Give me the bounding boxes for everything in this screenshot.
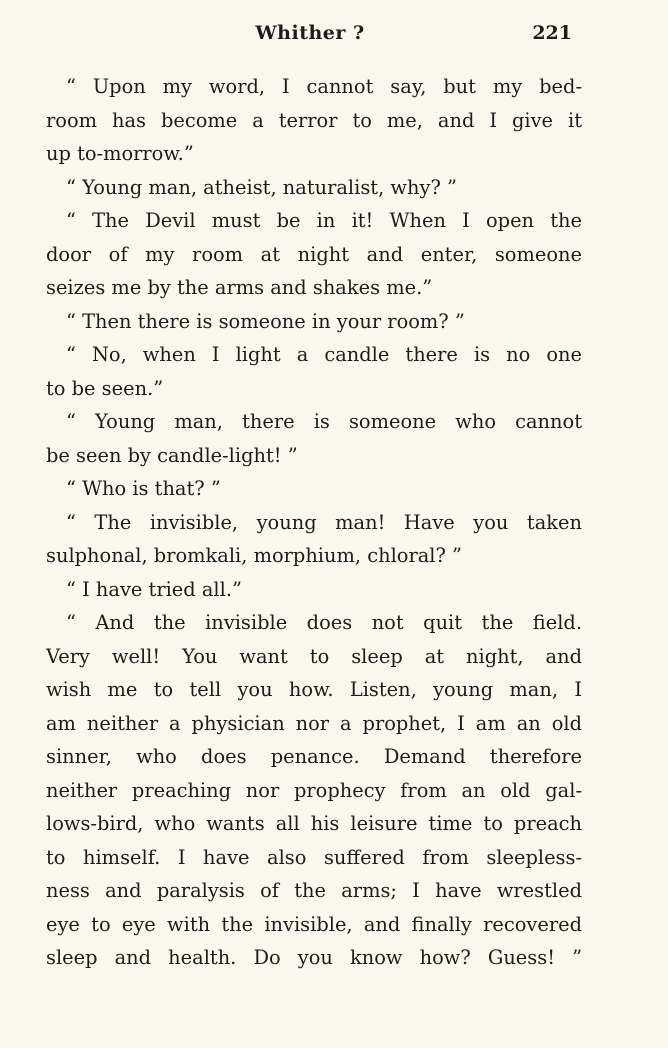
- text-line: am neither a physician nor a prophet, I am an old: [46, 711, 582, 735]
- text-line: be seen by candle-light! ”: [46, 443, 298, 467]
- text-line: “ Then there is someone in your room? ”: [66, 309, 465, 333]
- text-line: “ Upon my word, I cannot say, but my bed-: [66, 75, 582, 98]
- text-line: “ Young man, there is someone who cannot: [66, 410, 582, 433]
- text-line: up to-morrow.”: [46, 142, 194, 165]
- text-line: “ The invisible, young man! Have you taken: [66, 510, 582, 534]
- text-line: seizes me by the arms and shakes me.”: [46, 276, 433, 299]
- text-line: sulphonal, bromkali, morphium, chloral? ”: [46, 544, 462, 567]
- text-line: “ Young man, atheist, naturalist, why? ”: [66, 175, 457, 199]
- text-line: “ No, when I light a candle there is no one: [66, 343, 582, 366]
- text-line: eye to eye with the invisible, and finally recovered: [46, 912, 582, 936]
- text-line: room has become a terror to me, and I give it: [46, 108, 582, 132]
- text-line: to be seen.”: [46, 376, 164, 400]
- running-title: Whither ?: [255, 22, 365, 44]
- text-line: “ And the invisible does not quit the field.: [66, 611, 582, 634]
- text-line: door of my room at night and enter, someone: [46, 242, 582, 266]
- text-line: sinner, who does penance. Demand therefore: [46, 745, 582, 768]
- text-line: to himself. I have also suffered from sleepless-: [46, 845, 582, 869]
- text-line: sleep and health. Do you know how? Guess! ”: [46, 946, 582, 969]
- text-line: “ The Devil must be in it! When I open the: [66, 209, 582, 232]
- text-line: Very well! You want to sleep at night, and: [46, 644, 582, 668]
- page-number: 221: [532, 22, 572, 44]
- text-line: neither preaching nor prophecy from an old gal-: [46, 778, 582, 802]
- text-line: “ Who is that? ”: [66, 477, 221, 500]
- text-line: wish me to tell you how. Listen, young man, I: [46, 678, 582, 701]
- body-text: [46, 70, 582, 975]
- text-line: lows-bird, who wants all his leisure time to preach: [46, 812, 582, 835]
- page-header: [0, 18, 668, 48]
- text-line: “ I have tried all.”: [66, 577, 242, 601]
- text-line: ness and paralysis of the arms; I have wrestled: [46, 879, 582, 902]
